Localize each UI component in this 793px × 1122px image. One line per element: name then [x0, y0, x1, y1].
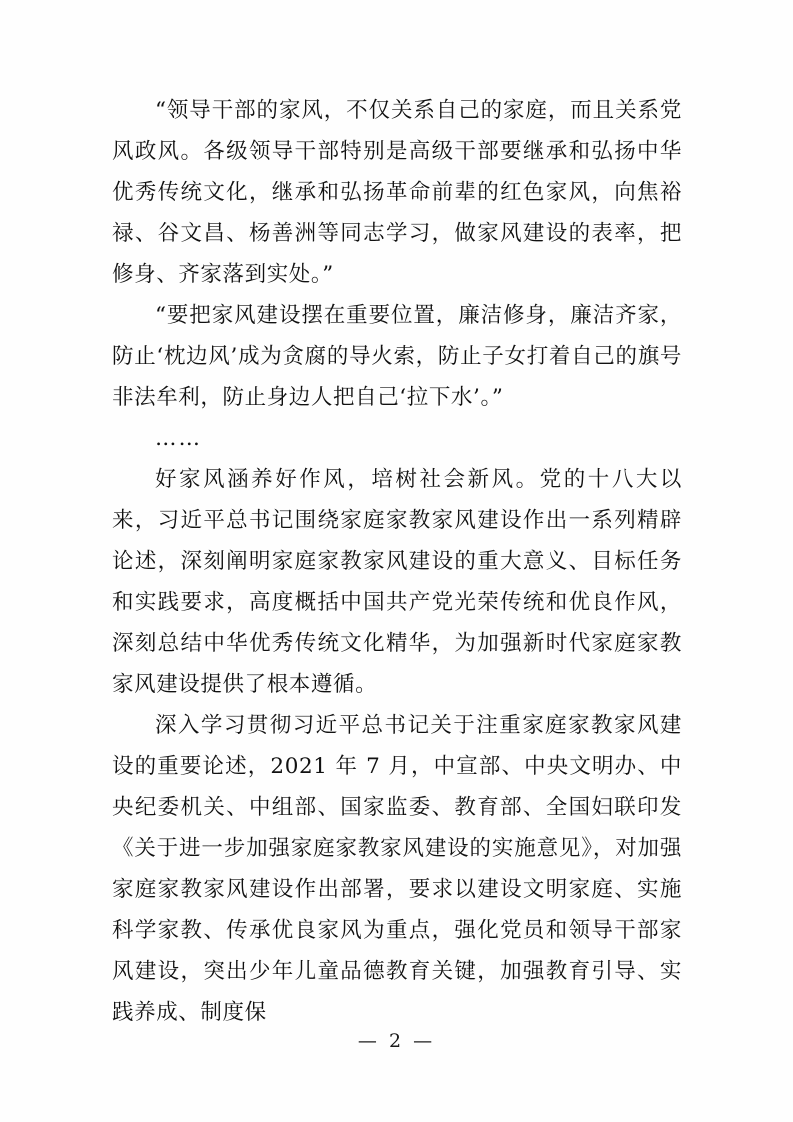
page-number: — 2 —: [357, 1030, 436, 1052]
paragraph-ellipsis: ……: [155, 426, 202, 451]
paragraph-quote-1: “领导干部的家风，不仅关系自己的家庭，而且关系党风政风。各级领导干部特别是高级干部要继承和弘扬中华优秀传统文化，继承和弘扬革命前辈的红色家风，向焦裕禄、谷文昌、杨善洲等同志学习，做家风建设的表率，把修身、齐家落到实处。”: [112, 98, 682, 287]
paragraph-body-2: 深入学习贯彻习近平总书记关于注重家庭家教家风建设的重要论述，2021 年 7 月，中宣部、中央文明办、中央纪委机关、中组部、国家监委、教育部、全国妇联印发《关于进一步加强家庭家教家风建设的实施意见》，对加强家庭家教家风建设作出部署，要求以建设文明家庭、实施科学家教、传承优良家风为重点，强化党员和领导干部家风建设，突出少年儿童品德教育关键，加强教育引导、实践养成、制度保: [112, 713, 682, 1025]
paragraph-quote-2: “要把家风建设摆在重要位置，廉洁修身，廉洁齐家，防止‘枕边风’成为贪腐的导火索，防止子女打着自己的旗号非法牟利，防止身边人把自己‘拉下水’。”: [112, 303, 682, 410]
document-body: [112, 90, 682, 1033]
paragraph-body-1: 好家风涵养好作风，培树社会新风。党的十八大以来，习近平总书记围绕家庭家教家风建设作出一系列精辟论述，深刻阐明家庭家教家风建设的重大意义、目标任务和实践要求，高度概括中国共产党光荣传统和优良作风，深刻总结中华优秀传统文化精华，为加强新时代家庭家教家风建设提供了根本遵循。: [112, 467, 682, 697]
